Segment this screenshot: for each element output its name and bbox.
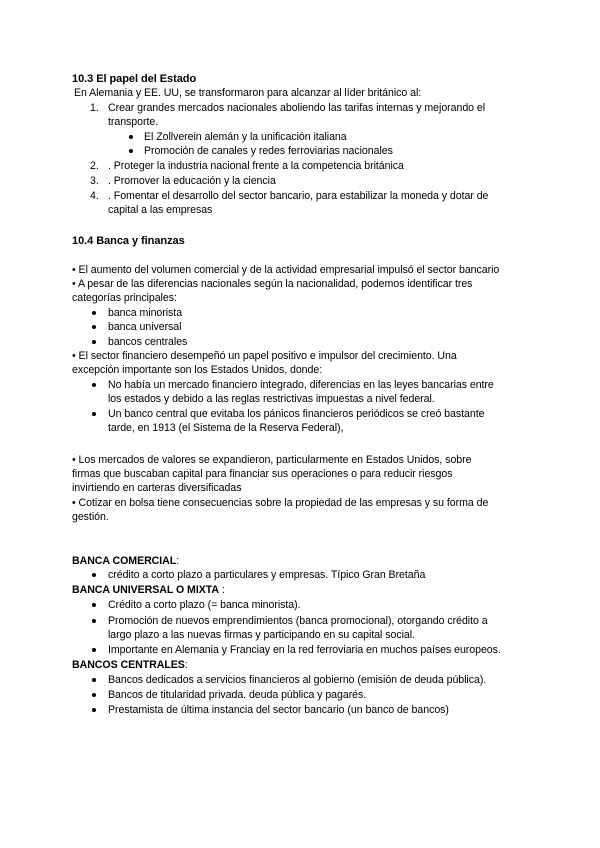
list-item: Crédito a corto plazo (= banca minorista). (108, 599, 301, 611)
paragraph: firmas que buscaban capital para financiar sus operaciones o para reducir riesgos (72, 468, 453, 480)
bullet-icon (129, 149, 133, 153)
bullet-icon (92, 603, 96, 607)
bank-type-heading (72, 583, 225, 597)
paragraph: invirtiendo en carteras diversificadas (72, 482, 242, 494)
list-item-text: Crear grandes mercados nacionales aboliendo las tarifas internas y mejorando el (108, 102, 486, 114)
bank-type-heading (72, 658, 188, 672)
bullet-icon (92, 340, 96, 344)
bullet-icon (92, 412, 96, 416)
list-item: largo plazo a las nuevas firmas y participando en su capital social. (108, 629, 415, 641)
list-item: Bancos dedicados a servicios financieros al gobierno (emisión de deuda pública). (108, 674, 487, 686)
bullet-icon (92, 708, 96, 712)
paragraph: categorías principales: (72, 292, 177, 304)
list-item-text: . Fomentar el desarrollo del sector bancario, para estabilizar la moneda y dotar de (108, 190, 489, 202)
list-item: Prestamista de última instancia del sector bancario (un banco de bancos) (108, 704, 449, 716)
list-item: los estados y debido a las reglas restrictivas impuestas a nivel federal. (108, 393, 435, 405)
sub-list-item: El Zollverein alemán y la unificación italiana (144, 131, 347, 143)
bank-type-heading (72, 554, 179, 568)
bullet-icon (92, 693, 96, 697)
list-number: 1. (90, 102, 99, 114)
list-item-text: . Proteger la industria nacional frente a la competencia británica (108, 160, 404, 172)
heading-text: BANCA COMERCIAL (72, 555, 177, 567)
bullet-icon (92, 325, 96, 329)
list-item: banca universal (108, 321, 182, 333)
section-heading-10-3: 10.3 El papel del Estado (72, 73, 197, 85)
bullet-icon (92, 648, 96, 652)
sub-list-item: Promoción de canales y redes ferroviarias nacionales (144, 145, 393, 157)
list-number: 2. (90, 160, 99, 172)
bullet-icon (92, 619, 96, 623)
list-item-text: transporte. (108, 116, 159, 128)
list-item: Importante en Alemania y Franciay en la red ferroviaria en muchos países europeos. (108, 644, 501, 656)
paragraph: • El aumento del volumen comercial y de la actividad empresarial impulsó el sector bancario (72, 264, 500, 276)
list-item: crédito a corto plazo a particulares y empresas. Típico Gran Bretaña (108, 569, 426, 581)
heading-text: BANCA UNIVERSAL O MIXTA (72, 584, 219, 596)
list-item: No había un mercado financiero integrado, diferencias en las leyes bancarias entre (108, 379, 494, 391)
heading-text: BANCOS CENTRALES (72, 659, 185, 671)
bullet-icon (92, 311, 96, 315)
paragraph: • El sector financiero desempeñó un papel positivo e impulsor del crecimiento. Una (72, 350, 457, 362)
heading-colon: : (218, 584, 225, 596)
list-item-text: capital a las empresas (108, 204, 213, 216)
bullet-icon (92, 573, 96, 577)
intro-text: En Alemania y EE. UU, se transformaron para alcanzar al líder británico al: (74, 87, 422, 99)
paragraph: • Los mercados de valores se expandieron, particularmente en Estados Unidos, sobre (72, 454, 472, 466)
heading-colon: : (184, 659, 188, 671)
list-item: tarde, en 1913 (el Sistema de la Reserva Federal), (108, 422, 344, 434)
list-item: banca minorista (108, 307, 183, 319)
list-item: bancos centrales (108, 336, 188, 348)
paragraph: • Cotizar en bolsa tiene consecuencias sobre la propiedad de las empresas y su forma de (72, 497, 489, 509)
bullet-icon (129, 135, 133, 139)
list-number: 3. (90, 175, 99, 187)
paragraph: gestión. (72, 511, 109, 523)
list-item-text: . Promover la educación y la ciencia (108, 175, 276, 187)
bullet-icon (92, 678, 96, 682)
heading-colon: : (176, 555, 180, 567)
list-item: Bancos de titularidad privada. deuda pública y pagarés. (108, 689, 367, 701)
list-item: Un banco central que evitaba los pánicos financieros periódicos se creó bastante (108, 408, 485, 420)
paragraph: • A pesar de las diferencias nacionales según la nacionalidad, podemos identificar tres (72, 278, 473, 290)
paragraph: excepción importante son los Estados Unidos, donde: (72, 364, 323, 376)
list-item: Promoción de nuevos emprendimientos (banca promocional), otorgando crédito a (108, 615, 488, 627)
list-number: 4. (90, 190, 99, 202)
bullet-icon (92, 383, 96, 387)
section-heading-10-4: 10.4 Banca y finanzas (72, 235, 185, 247)
